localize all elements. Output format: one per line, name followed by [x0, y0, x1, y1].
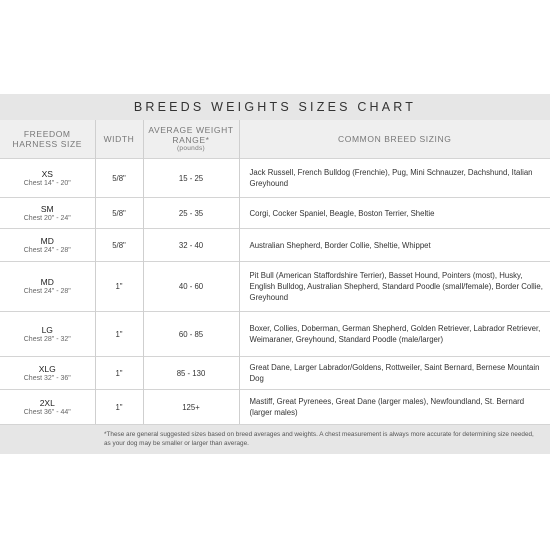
table-row	[0, 198, 550, 229]
size-cell	[0, 312, 95, 357]
chest-range: Chest 28" - 32"	[23, 335, 71, 343]
table-row	[0, 357, 550, 390]
header-row	[0, 120, 550, 159]
width-cell: 1"	[95, 262, 143, 312]
size-cell	[0, 390, 95, 425]
weight-cell: 25 - 35	[143, 198, 239, 229]
size-cell	[0, 198, 95, 229]
size-name: SM	[40, 203, 54, 214]
weight-cell: 32 - 40	[143, 229, 239, 262]
header-weight-unit: (pounds)	[176, 145, 206, 152]
table-row	[0, 390, 550, 425]
width-cell: 5/8"	[95, 198, 143, 229]
table-row	[0, 262, 550, 312]
size-table	[0, 120, 550, 424]
table-row	[0, 159, 550, 198]
weight-cell: 125+	[143, 390, 239, 425]
breeds-cell: Boxer, Collies, Doberman, German Shepherd, Golden Retriever, Labrador Retriever, Weimaraner, Greyhound, Standard Poodle (male/larger)	[239, 312, 550, 357]
size-name: XLG	[38, 363, 56, 374]
chest-range: Chest 14" - 20"	[23, 179, 71, 187]
chart-title: BREEDS WEIGHTS SIZES CHART	[0, 94, 550, 120]
chest-range: Chest 24" - 28"	[23, 246, 71, 254]
table-row	[0, 312, 550, 357]
header-width: WIDTH	[95, 120, 143, 159]
chest-range: Chest 20" - 24"	[23, 214, 71, 222]
size-cell	[0, 357, 95, 390]
size-cell	[0, 229, 95, 262]
weight-cell: 40 - 60	[143, 262, 239, 312]
size-cell	[0, 159, 95, 198]
size-name: XS	[41, 168, 53, 179]
size-name: MD	[40, 277, 54, 287]
size-name: 2XL	[39, 397, 55, 408]
footnote: *These are general suggested sizes based on breed averages and weights. A chest measurement is always more accurate for determining size needed, as your dog may be smaller or larger than average.	[0, 424, 550, 454]
width-cell: 5/8"	[95, 229, 143, 262]
weight-cell: 85 - 130	[143, 357, 239, 390]
size-cell	[0, 262, 95, 312]
breeds-cell: Corgi, Cocker Spaniel, Beagle, Boston Terrier, Sheltie	[239, 198, 550, 229]
size-chart	[0, 94, 550, 454]
breeds-cell: Mastiff, Great Pyrenees, Great Dane (larger males), Newfoundland, St. Bernard (larger males)	[239, 390, 550, 425]
header-harness-size: FREEDOM HARNESS SIZE	[0, 120, 95, 159]
chest-range: Chest 36" - 44"	[23, 408, 71, 416]
size-name: MD	[40, 235, 54, 246]
weight-cell: 60 - 85	[143, 312, 239, 357]
breeds-cell: Pit Bull (American Staffordshire Terrier), Basset Hound, Pointers (most), Husky, English Bulldog, Australian Shepherd, Standard Poodle (small/female), Border Collie, Greyhound	[239, 262, 550, 312]
header-breed-sizing: COMMON BREED SIZING	[239, 120, 550, 159]
header-weight-label: AVERAGE WEIGHT RANGE*	[148, 125, 234, 145]
chest-range: Chest 24" - 28"	[23, 288, 71, 295]
breeds-cell: Jack Russell, French Bulldog (Frenchie), Pug, Mini Schnauzer, Dachshund, Italian Greyhound	[239, 159, 550, 198]
chest-range: Chest 32" - 36"	[23, 374, 71, 382]
width-cell: 1"	[95, 390, 143, 425]
width-cell: 5/8"	[95, 159, 143, 198]
breeds-cell: Australian Shepherd, Border Collie, Sheltie, Whippet	[239, 229, 550, 262]
header-weight-range	[143, 120, 239, 159]
size-name: LG	[41, 324, 53, 335]
table-row	[0, 229, 550, 262]
breeds-cell: Great Dane, Larger Labrador/Goldens, Rottweiler, Saint Bernard, Bernese Mountain Dog	[239, 357, 550, 390]
width-cell: 1"	[95, 357, 143, 390]
width-cell: 1"	[95, 312, 143, 357]
weight-cell: 15 - 25	[143, 159, 239, 198]
